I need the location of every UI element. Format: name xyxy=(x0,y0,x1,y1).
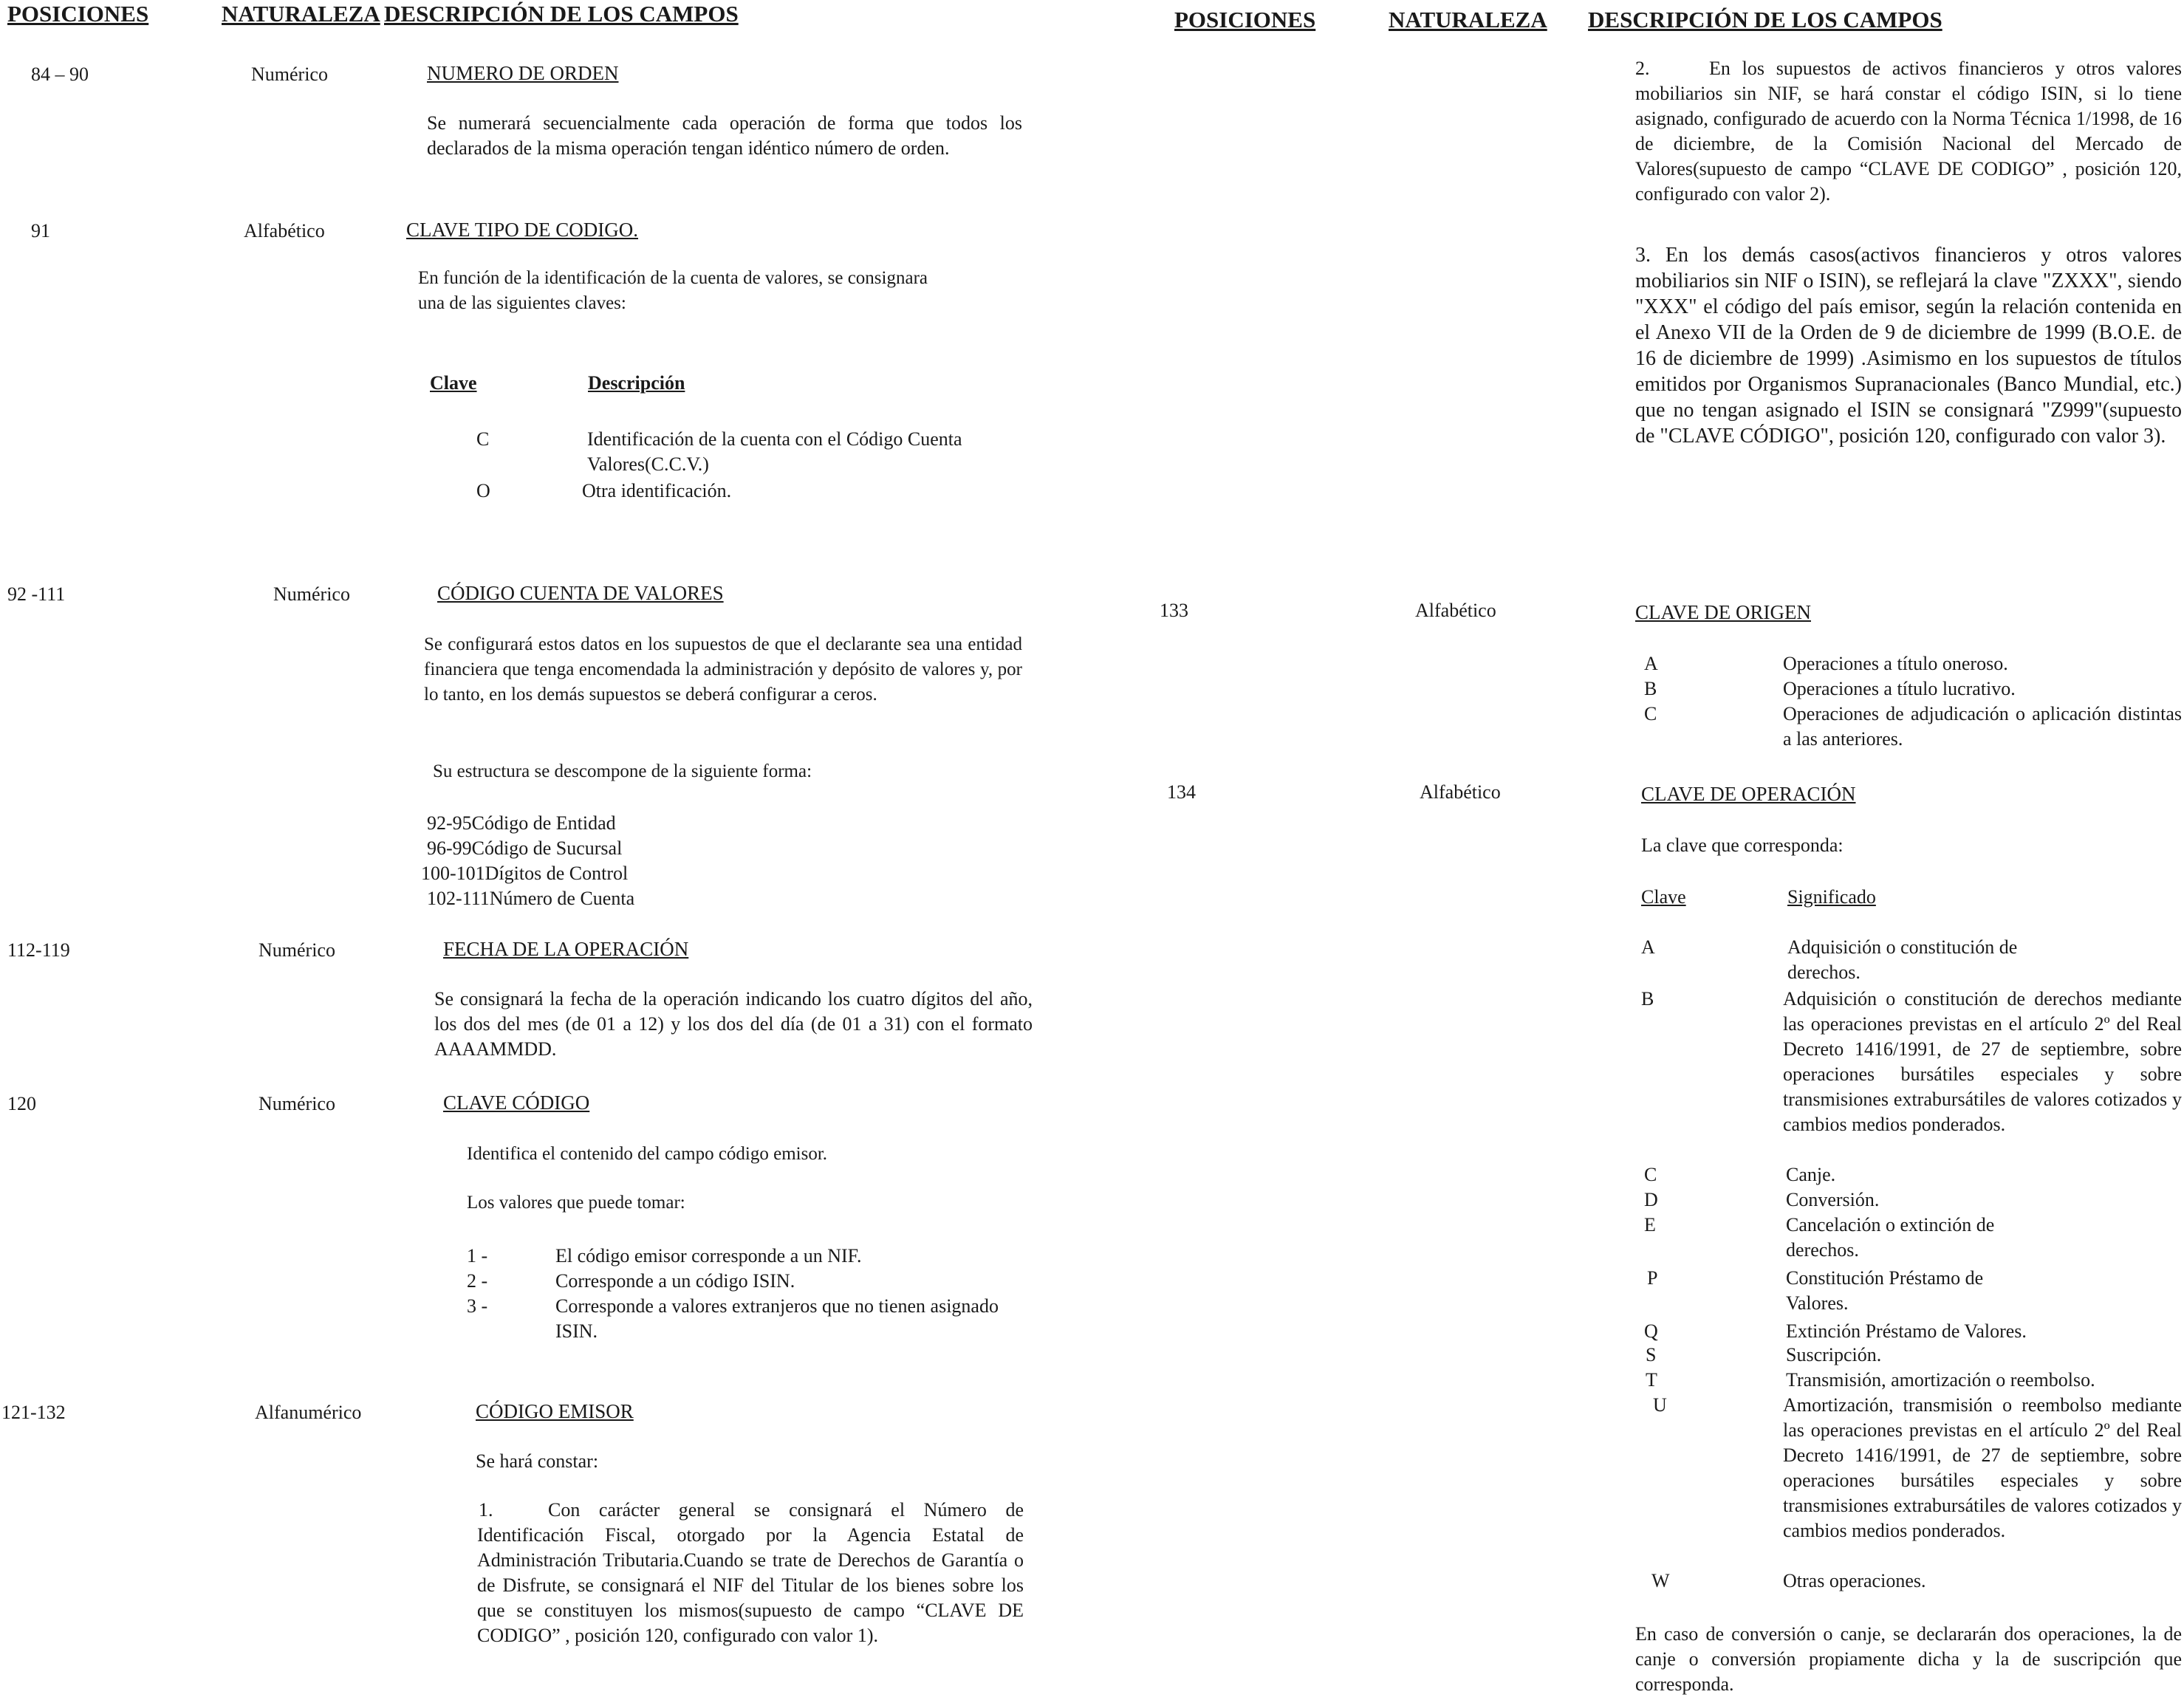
field-nature: Alfabético xyxy=(1415,600,1496,621)
code-description: Constitución Préstamo de Valores. xyxy=(1786,1267,1984,1314)
field-description-2: Su estructura se descompone de la siguiente forma: xyxy=(433,761,812,781)
code-description: Identificación de la cuenta con el Código Cuenta Valores(C.C.V.) xyxy=(587,428,962,475)
code-description: Cancelación o extinción de derechos. xyxy=(1786,1214,1995,1261)
list-text: Corresponde a valores extranjeros que no tienen asignado ISIN. xyxy=(555,1295,999,1342)
code-key: W xyxy=(1651,1570,1670,1591)
list-text: El código emisor corresponde a un NIF. xyxy=(555,1245,862,1267)
header-naturaleza-right: NATURALEZA xyxy=(1389,7,1547,32)
field-description: Identifica el contenido del campo código emisor. xyxy=(467,1144,828,1164)
field-position: 91 xyxy=(31,220,50,241)
table-header-descripcion: Descripción xyxy=(588,372,685,394)
code-key: C xyxy=(1644,1164,1657,1185)
code-description: Otras operaciones. xyxy=(1783,1570,1926,1591)
code-description: Adquisición o constitución de derechos. xyxy=(1787,936,2018,983)
code-description: Canje. xyxy=(1786,1164,1836,1185)
list-text: Corresponde a un código ISIN. xyxy=(555,1270,795,1292)
code-description: Amortización, transmisión o reembolso mediante las operaciones previstas en el artículo 2º del Real Decreto 1416/1991, de 27 de septiembre, sobre operaciones bursátiles especiales y sobre transmisiones extrabursátiles de valores cotizados y cambios medios ponderados. xyxy=(1783,1394,2182,1541)
field-description: Se configurará estos datos en los supuestos de que el declarante sea una entidad financiera que tenga encomendada la administración y depósito de valores y, por lo tanto, en los demás supuestos se deberá configurar a ceros. xyxy=(424,634,1022,705)
code-key: O xyxy=(476,480,490,501)
header-descripcion-left: DESCRIPCIÓN DE LOS CAMPOS xyxy=(384,1,739,27)
code-key: B xyxy=(1641,988,1654,1010)
header-naturaleza-left: NATURALEZA xyxy=(222,1,380,27)
code-description: Operaciones de adjudicación o aplicación distintas a las anteriores. xyxy=(1783,703,2182,750)
code-description: Suscripción. xyxy=(1786,1344,1882,1365)
code-description: Conversión. xyxy=(1786,1189,1880,1210)
field-nature: Numérico xyxy=(259,939,335,961)
field-title: CÓDIGO CUENTA DE VALORES xyxy=(437,582,724,604)
field-nature: Alfabético xyxy=(1420,781,1501,803)
paragraph-text: 3. En los demás casos(activos financieros y otros valores mobiliarios sin NIF o ISIN), se reflejará la clave "ZXXX", siendo "XXX" el código del país emisor, según la relación contenida en el Anexo VII de la Orden de 9 de diciembre de 1999 (B.O.E. de 16 de diciembre de 1999) .Asimismo en los supuestos de títulos emitidos por Organismos Supranacionales (Banco Mundial, etc.) que no tengan asignado el ISIN se consignará "Z999"(supuesto de "CLAVE CÓDIGO", posición 120, configurado con valor 3). xyxy=(1635,244,2182,448)
paragraph-text: En los supuestos de activos financieros y otros valores mobiliarios sin NIF, se hará constar el código ISIN, si lo tiene asignado, configurado de acuerdo con la Norma Técnica 1/1998, de 16 de diciembre, de la Comisión Nacional del Mercado de Valores(supuesto de campo “CLAVE DE CODIGO” , posición 120, configurado con valor 2). xyxy=(1635,58,2182,205)
paragraph-text: Con carácter general se consignará el Número de Identificación Fiscal, otorgado por la Agencia Estatal de Administración Tributaria.Cuando se trate de Derechos de Garantía o de Disfrute, se consignará el NIF del Titular de los bienes sobre los que se constituyen los mismos(supuesto de campo “CLAVE DE CODIGO” , posición 120, configurado con valor 1). xyxy=(477,1499,1024,1646)
paragraph-number: 1. xyxy=(479,1499,493,1521)
field-description: En función de la identificación de la cuenta de valores, se consignara una de las siguientes claves: xyxy=(418,268,928,313)
table-header-clave: Clave xyxy=(430,372,477,394)
code-key: P xyxy=(1647,1267,1658,1289)
field-title: FECHA DE LA OPERACIÓN xyxy=(443,938,689,960)
code-description: Extinción Préstamo de Valores. xyxy=(1786,1320,2027,1342)
field-position: 134 xyxy=(1167,781,1196,803)
field-position: 120 xyxy=(7,1093,36,1114)
code-key: A xyxy=(1641,936,1655,958)
header-descripcion-right: DESCRIPCIÓN DE LOS CAMPOS xyxy=(1588,7,1942,32)
header-posiciones-left: POSICIONES xyxy=(7,1,149,27)
table-header-significado: Significado xyxy=(1787,886,1876,908)
field-description: Se hará constar: xyxy=(476,1450,599,1472)
code-key: D xyxy=(1644,1189,1658,1210)
code-key: C xyxy=(476,428,490,450)
code-key: E xyxy=(1644,1214,1656,1235)
code-key: T xyxy=(1646,1369,1657,1391)
field-title: CLAVE DE OPERACIÓN xyxy=(1641,783,1856,805)
code-description: Operaciones a título lucrativo. xyxy=(1783,678,2016,699)
field-description-2: Los valores que puede tomar: xyxy=(467,1193,685,1213)
paragraph-number: 2. xyxy=(1635,58,1650,79)
header-posiciones-right: POSICIONES xyxy=(1174,7,1316,32)
field-nature: Alfabético xyxy=(244,220,325,241)
structure-line: 102-111Número de Cuenta xyxy=(427,888,635,909)
field-nature: Alfanumérico xyxy=(255,1402,362,1423)
code-description: Adquisición o constitución de derechos mediante las operaciones previstas en el artículo 2º del Real Decreto 1416/1991, de 27 de septiembre, sobre operaciones bursátiles especiales y sobre transmisiones extrabursátiles de valores cotizados y cambios medios ponderados. xyxy=(1783,988,2182,1135)
field-nature: Numérico xyxy=(273,583,350,605)
field-description: Se numerará secuencialmente cada operación de forma que todos los declarados de la misma operación tengan idéntico número de orden. xyxy=(427,112,1022,159)
code-description: Otra identificación. xyxy=(582,480,732,501)
structure-line: 96-99Código de Sucursal xyxy=(427,837,623,859)
code-key: A xyxy=(1644,653,1658,674)
field-description: Se consignará la fecha de la operación indicando los cuatro dígitos del año, los dos del mes (de 01 a 12) y los dos del día (de 01 a 31) con el formato AAAAMMDD. xyxy=(434,988,1033,1060)
field-title: NUMERO DE ORDEN xyxy=(427,62,619,84)
field-position: 133 xyxy=(1160,600,1188,621)
code-key: S xyxy=(1646,1344,1657,1365)
footer-note: En caso de conversión o canje, se declararán dos operaciones, la de canje o conversión propiamente dicha y la de suscripción que corresponda. xyxy=(1635,1623,2182,1695)
table-header-clave: Clave xyxy=(1641,886,1686,908)
field-nature: Numérico xyxy=(251,64,328,85)
field-description: La clave que corresponda: xyxy=(1641,834,1844,856)
field-title: CLAVE CÓDIGO xyxy=(443,1091,590,1114)
field-position: 112-119 xyxy=(7,939,70,961)
code-key: Q xyxy=(1644,1320,1658,1342)
field-title: CLAVE DE ORIGEN xyxy=(1635,601,1811,623)
list-number: 3 - xyxy=(467,1295,488,1317)
code-description: Transmisión, amortización o reembolso. xyxy=(1786,1369,2095,1391)
field-title: CÓDIGO EMISOR xyxy=(476,1400,634,1422)
list-number: 1 - xyxy=(467,1245,488,1267)
field-nature: Numérico xyxy=(259,1093,335,1114)
field-position: 92 -111 xyxy=(7,583,66,605)
field-title: CLAVE TIPO DE CODIGO. xyxy=(406,219,639,241)
code-key: U xyxy=(1653,1394,1667,1416)
code-key: B xyxy=(1644,678,1657,699)
code-description: Operaciones a título oneroso. xyxy=(1783,653,2008,674)
field-position: 84 – 90 xyxy=(31,64,89,85)
list-number: 2 - xyxy=(467,1270,488,1292)
structure-line: 92-95Código de Entidad xyxy=(427,812,616,834)
code-key: C xyxy=(1644,703,1657,724)
field-position: 121-132 xyxy=(1,1402,66,1423)
structure-line: 100-101Dígitos de Control xyxy=(421,863,629,884)
